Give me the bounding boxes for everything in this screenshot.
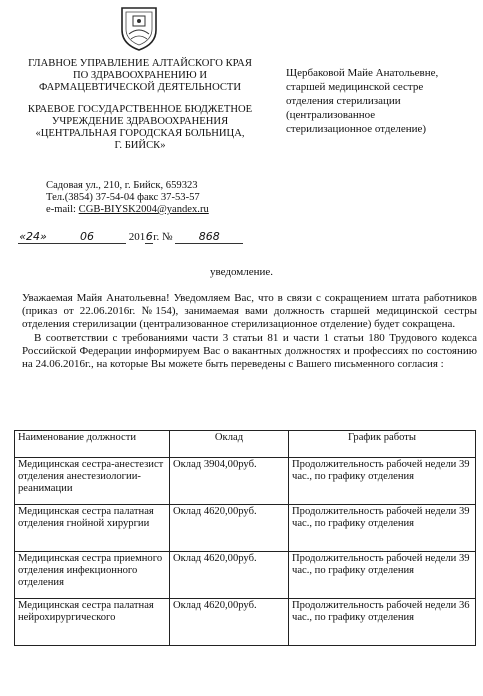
addressee-line: старшей медицинской сестре [286, 81, 424, 93]
date-year-tail: г. [153, 231, 160, 243]
paragraph-notice: Уважаемая Майя Анатольевна! Уведомляем Вас, что в связи с сокращением штата работников (приказ от 22.06.2016г. №154), занимаемая вами должность старшей медицинской сестры отделения стерилизации (централизованное стерилизационное отделение) будет сокращена. [22, 292, 477, 331]
salary-cell: Оклад 4620,00руб. [170, 552, 289, 599]
addressee-line: отделения стерилизации [286, 95, 401, 107]
contact-block [46, 180, 276, 216]
addressee-line: стерилизационное отделение) [286, 123, 427, 135]
institution-name-line: КРАЕВОЕ ГОСУДАРСТВЕННОЕ БЮДЖЕТНОЕ [27, 104, 253, 115]
schedule-cell: Продолжительность рабочей недели 39 час., по графику отделения [289, 552, 476, 599]
notice-title: уведомление. [210, 266, 273, 278]
schedule-cell: Продолжительность рабочей недели 36 час., по графику отделения [289, 599, 476, 646]
table-row [15, 599, 476, 646]
salary-cell: Оклад 4620,00руб. [170, 505, 289, 552]
date-month: 06 [80, 230, 94, 243]
salary-cell: Оклад 4620,00руб. [170, 599, 289, 646]
table-row [15, 552, 476, 599]
date-year-prefix: 201 [128, 231, 146, 243]
position-cell: Медицинская сестра палатная отделения гнойной хирургии [15, 505, 170, 552]
date-day: «24» [19, 230, 47, 243]
schedule-cell: Продолжительность рабочей недели 39 час., по графику отделения [289, 458, 476, 505]
position-cell: Медицинская сестра приемного отделения инфекционного отделения [15, 552, 170, 599]
addressee-block [286, 66, 482, 136]
ministry-name-line: ФАРМАЦЕВТИЧЕСКОЙ ДЕЯТЕЛЬНОСТИ [38, 82, 242, 93]
column-header: Оклад [170, 431, 289, 458]
coat-of-arms-emblem [116, 4, 162, 52]
schedule-cell: Продолжительность рабочей недели 39 час., по графику отделения [289, 505, 476, 552]
table-row [15, 505, 476, 552]
ministry-name-line: ГЛАВНОЕ УПРАВЛЕНИЕ АЛТАЙСКОГО КРАЯ [28, 58, 252, 69]
document-number: 868 [198, 230, 220, 243]
salary-cell: Оклад 3904,00руб. [170, 458, 289, 505]
number-label: № [162, 231, 173, 243]
position-cell: Медицинская сестра-анестезист отделения анестезиологии-реанимации [15, 458, 170, 505]
addressee-line: Щербаковой Майе Анатольевне, [286, 67, 439, 79]
table-row [15, 458, 476, 505]
address: Садовая ул., 210, г. Бийск, 659323 [46, 180, 198, 191]
position-cell: Медицинская сестра палатная нейрохирургического [15, 599, 170, 646]
paragraph-vacancies: В соответствии с требованиями части 3 статьи 81 и части 1 статьи 180 Трудового кодекса Российской Федерации информируем Вас о вакантных должностях и профессиях по состоянию на 24.06.2016г., на которые Вы можете быть переведены с Вашего письменного согласия : [22, 331, 477, 371]
date-year-suffix: 6 [145, 230, 153, 243]
document-date-number [18, 231, 243, 244]
email-label: e-mail: [46, 204, 77, 215]
email-line [46, 204, 276, 216]
ministry-name-line: ПО ЗДРАВООХРАНЕНИЮ И [72, 70, 207, 81]
column-header: График работы [289, 431, 476, 458]
letter-body [22, 292, 477, 371]
institution-name-line: Г. БИЙСК» [114, 140, 166, 151]
column-header: Наименование должности [15, 431, 170, 458]
vacancies-table [14, 430, 476, 646]
institution-name-line: «ЦЕНТРАЛЬНАЯ ГОРОДСКАЯ БОЛЬНИЦА, [35, 128, 245, 139]
table-header-row [15, 431, 476, 458]
institution-name-line: УЧРЕЖДЕНИЕ ЗДРАВООХРАНЕНИЯ [51, 116, 229, 127]
sender-header [6, 58, 274, 152]
addressee-line: (централизованное [286, 109, 376, 121]
email-link[interactable]: CGB-BIYSK2004@yandex.ru [78, 204, 209, 215]
phone-fax: Тел.(3854) 37-54-04 факс 37-53-57 [46, 192, 200, 203]
